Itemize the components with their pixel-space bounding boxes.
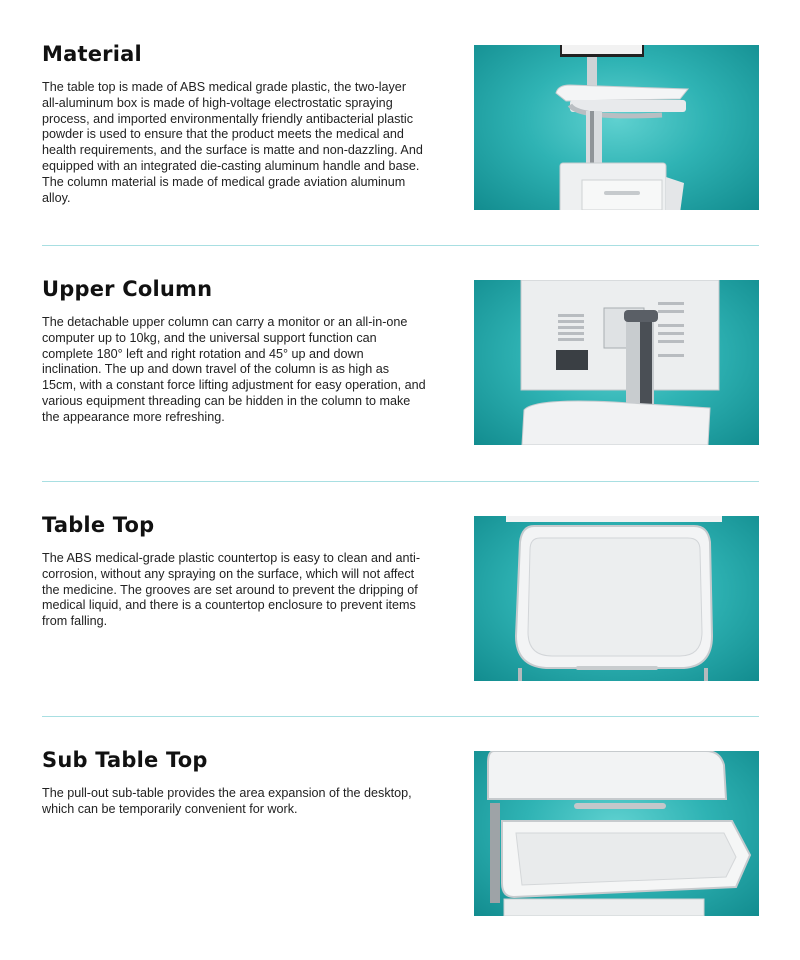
cart-column-illustration [474,45,759,210]
section-text [42,746,426,818]
section-body [42,315,426,426]
section-paragraph: The pull-out sub-table provides the area expansion of the desktop, which can be temporarily convenient for work. [42,786,412,816]
section-paragraph: The ABS medical-grade plastic countertop is easy to clean and anti-corrosion, without any spraying on the surface, which will not affect the medicine. The grooves are set around to prevent the dripping of medical liquid, and there is a countertop enclosure to prevent items from falling. [42,551,421,629]
column-cap [624,310,658,322]
section-paragraph: The column material is made of medical grade aviation aluminum alloy. [42,174,406,205]
table-top-photo [474,516,759,681]
table-top-surface [488,751,726,799]
upper-column-photo [474,280,759,445]
section-body [42,786,426,818]
sub-table-photo [474,751,759,916]
section-heading: Material [42,42,142,66]
product-label [556,350,588,370]
section-text [42,511,426,630]
table-top-edge [522,401,710,445]
table-top-groove [528,538,702,656]
section-heading: Table Top [42,513,155,537]
section-upper-column [0,245,800,480]
section-text [42,275,426,426]
table-top-illustration [474,516,759,681]
side-rail [490,803,500,903]
section-heading: Sub Table Top [42,748,208,772]
sub-table-illustration [474,751,759,916]
monitor-back-illustration [474,280,759,445]
section-paragraph: The table top is made of ABS medical grade plastic, the two-layer all-aluminum box is made of high-voltage electrostatic spraying process, and imported environmentally friendly antibacterial plastic powder is used to ensure that the product meets the medical and health requirements, and the surface is matte and non-dazzling. And equipped with an integrated die-casting aluminum handle and base. [42,80,423,173]
table-top [556,85,688,101]
section-paragraph: The detachable upper column can carry a monitor or an all-in-one computer up to 10kg, and the universal support function can complete 180° left and right rotation and 45° up and down inclination. The up and down travel of the column is as high as 15cm, with a constant force lifting adjustment for easy operation, and various equipment threading can be hidden in the column to make the appearance more refreshing. [42,315,426,424]
section-sub-table-top [0,716,800,951]
section-table-top [0,481,800,716]
section-material [0,10,800,245]
upper-column [587,57,597,87]
section-text [42,40,426,206]
cart-column-photo [474,45,759,210]
section-body [42,551,426,630]
section-heading: Upper Column [42,277,213,301]
section-body [42,80,426,206]
